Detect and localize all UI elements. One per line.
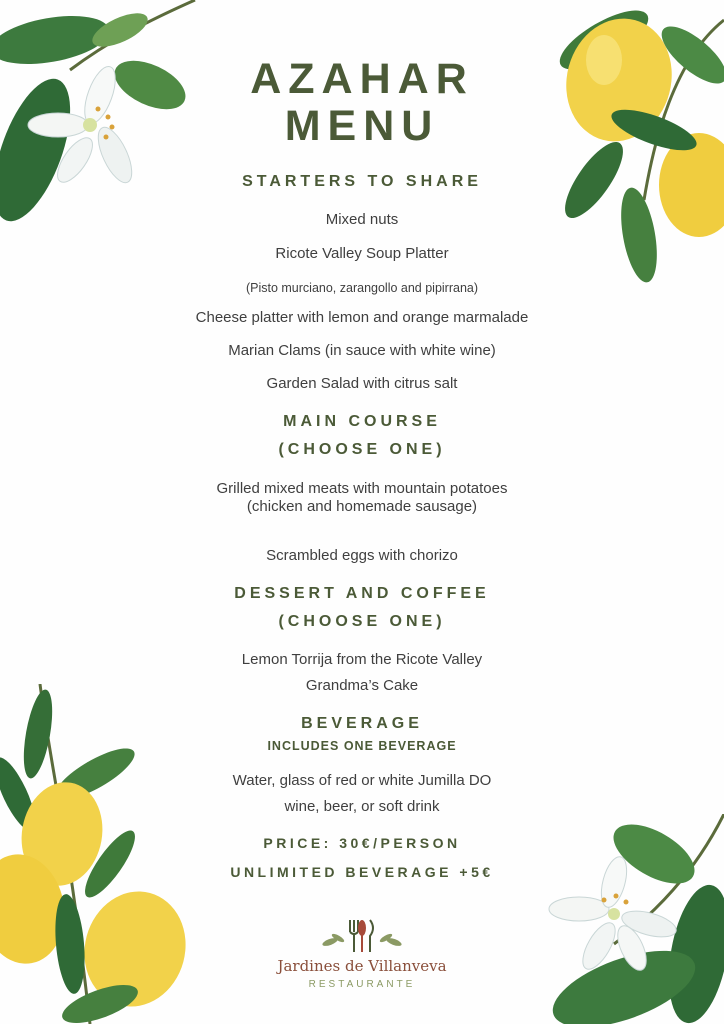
beverage-note: INCLUDES ONE BEVERAGE bbox=[267, 739, 457, 753]
lemon-branch-icon bbox=[0, 684, 190, 1024]
menu-item: Cheese platter with lemon and orange marmalade bbox=[195, 309, 529, 326]
menu-item: Grilled mixed meats with mountain potatoes (chicken and homemade sausage) bbox=[216, 480, 508, 515]
menu-item: Grandma’s Cake bbox=[305, 677, 419, 694]
menu-item: Water, glass of red or white Jumilla DO bbox=[232, 772, 492, 789]
section-heading-dessert-choose: (CHOOSE ONE) bbox=[278, 613, 446, 630]
menu-item: Marian Clams (in sauce with white wine) bbox=[228, 342, 496, 359]
section-heading-beverage: BEVERAGE bbox=[301, 715, 423, 732]
menu-item: Mixed nuts bbox=[325, 211, 399, 228]
menu-title: MENU bbox=[284, 102, 440, 150]
menu-item: Garden Salad with citrus salt bbox=[266, 375, 458, 392]
restaurant-subtitle: RESTAURANTE bbox=[308, 979, 416, 990]
menu-item: Lemon Torrija from the Ricote Valley bbox=[241, 651, 483, 668]
cutlery-leaf-icon bbox=[320, 916, 404, 954]
restaurant-name: Jardines de Villanveva bbox=[277, 957, 447, 975]
price-label: PRICE: 30€/PERSON bbox=[263, 835, 461, 851]
section-heading-main: MAIN COURSE bbox=[283, 413, 441, 430]
menu-title: AZAHAR bbox=[250, 55, 474, 103]
section-heading-main-choose: (CHOOSE ONE) bbox=[278, 441, 446, 458]
unlimited-beverage-label: UNLIMITED BEVERAGE +5€ bbox=[230, 864, 494, 880]
restaurant-logo bbox=[262, 916, 462, 996]
menu-item: wine, beer, or soft drink bbox=[284, 798, 440, 815]
menu-item-note: (Pisto murciano, zarangollo and pipirrana) bbox=[245, 281, 479, 295]
menu-item: Ricote Valley Soup Platter bbox=[275, 245, 449, 262]
section-heading-starters: STARTERS TO SHARE bbox=[242, 173, 482, 190]
menu-item: Scrambled eggs with chorizo bbox=[266, 547, 458, 564]
section-heading-dessert: DESSERT AND COFFEE bbox=[234, 585, 490, 602]
